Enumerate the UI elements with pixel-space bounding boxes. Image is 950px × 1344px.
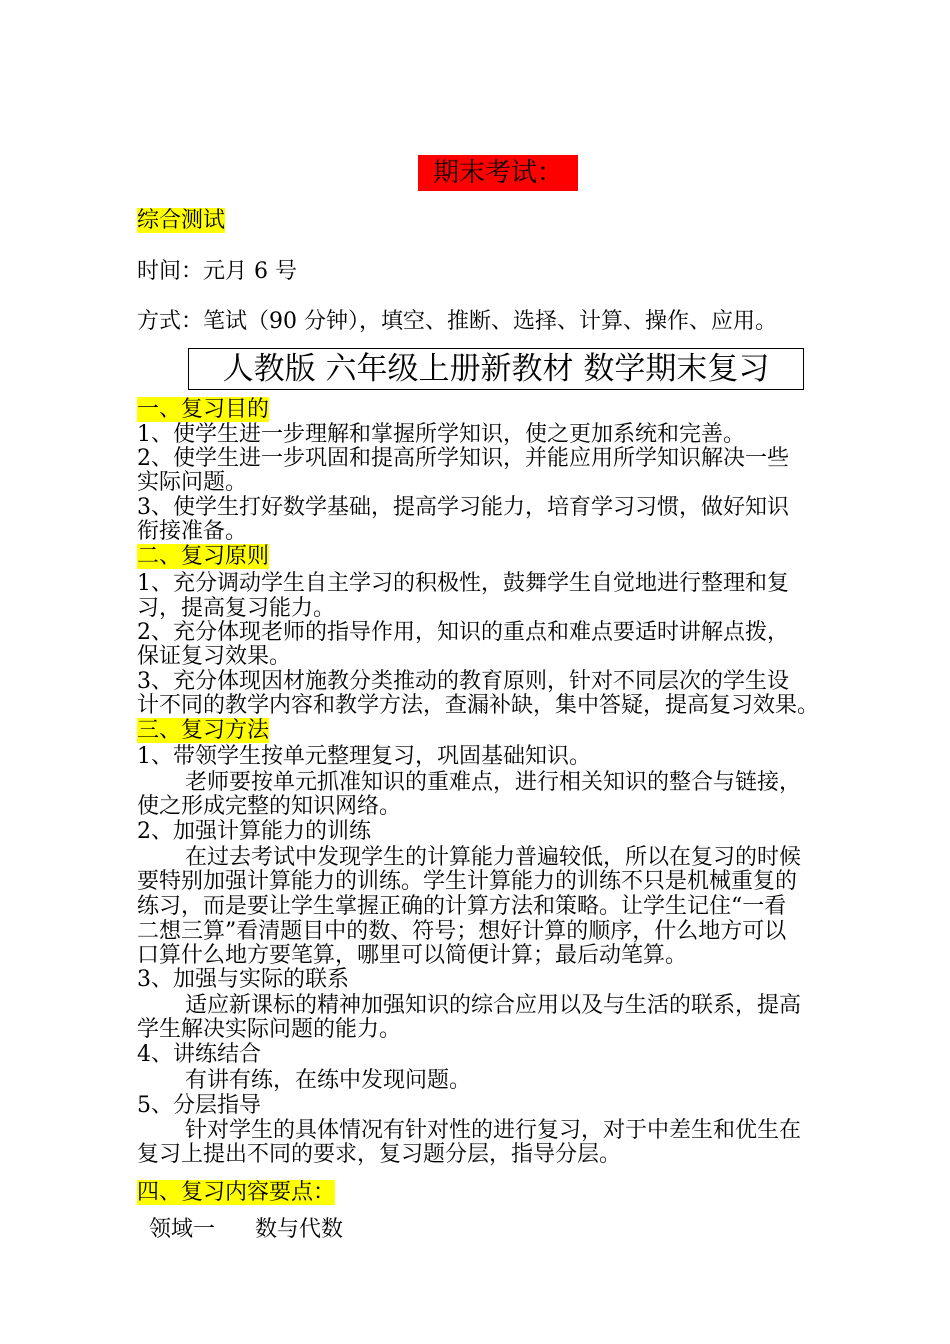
section-heading-text: 四、复习内容要点： [137, 1180, 336, 1205]
paragraph-line: 实际问题。 [137, 470, 248, 495]
paragraph-line: 2、加强计算能力的训练 [137, 819, 371, 844]
paragraph-line: 学生解决实际问题的能力。 [137, 1017, 402, 1042]
format-line: 方式：笔试（90 分钟），填空、推断、选择、计算、操作、应用。 [137, 309, 777, 334]
paragraph-line: 5、分层指导 [137, 1093, 261, 1118]
paragraph-line: 复习上提出不同的要求，复习题分层，指导分层。 [137, 1142, 622, 1167]
paragraph-line: 有讲有练，在练中发现问题。 [185, 1068, 472, 1093]
paragraph-line: 保证复习效果。 [137, 644, 292, 669]
domain-line [149, 1218, 343, 1242]
time-line: 时间：元月 6 号 [137, 259, 297, 284]
section-heading-content [137, 1181, 335, 1205]
test-name: 综合测试 [137, 208, 226, 233]
paragraph-line: 使之形成完整的知识网络。 [137, 794, 402, 819]
paragraph-line: 老师要按单元抓准知识的重难点，进行相关知识的整合与链接， [185, 770, 802, 795]
paragraph-line: 1、充分调动学生自主学习的积极性，鼓舞学生自觉地进行整理和复 [137, 571, 789, 596]
section-heading-goals [137, 398, 269, 422]
paragraph-line: 1、带领学生按单元整理复习，巩固基础知识。 [137, 744, 591, 769]
domain-label: 领域一 [149, 1217, 216, 1242]
paragraph-line: 计不同的教学内容和教学方法，查漏补缺，集中答疑，提高复习效果。 [137, 693, 820, 718]
paragraph-line: 衔接准备。 [137, 519, 248, 544]
section-heading-principles [137, 545, 269, 569]
section-heading-text: 三、复习方法 [137, 718, 270, 743]
paragraph-line: 2、使学生进一步巩固和提高所学知识，并能应用所学知识解决一些 [137, 446, 789, 471]
paragraph-line: 适应新课标的精神加强知识的综合应用以及与生活的联系，提高 [185, 993, 802, 1018]
paragraph-line: 习，提高复习能力。 [137, 596, 336, 621]
domain-name: 数与代数 [255, 1217, 344, 1242]
test-name-line [137, 209, 225, 233]
paragraph-line: 针对学生的具体情况有针对性的进行复习，对于中差生和优生在 [185, 1118, 802, 1143]
paragraph-line: 3、加强与实际的联系 [137, 967, 349, 992]
section-heading-text: 二、复习原则 [137, 544, 270, 569]
paragraph-line: 1、使学生进一步理解和掌握所学知识，使之更加系统和完善。 [137, 422, 745, 447]
paragraph-line: 二想三算”看清题目中的数、符号；想好计算的顺序，什么地方可以 [137, 919, 787, 944]
paragraph-line: 3、充分体现因材施教分类推动的教育原则，针对不同层次的学生设 [137, 669, 789, 694]
exam-title: 期末考试： [418, 155, 578, 191]
section-heading-methods [137, 719, 269, 743]
paragraph-line: 口算什么地方要笔算，哪里可以简便计算；最后动笔算。 [137, 943, 688, 968]
section-heading-text: 一、复习目的 [137, 397, 270, 422]
paragraph-line: 要特别加强计算能力的训练。学生计算能力的训练不只是机械重复的 [137, 869, 798, 894]
paragraph-line: 练习，而是要让学生掌握正确的计算方法和策略。让学生记住“一看 [137, 894, 787, 919]
paragraph-line: 4、讲练结合 [137, 1042, 261, 1067]
paragraph-line: 在过去考试中发现学生的计算能力普遍较低，所以在复习的时候 [185, 845, 802, 870]
paragraph-line: 2、充分体现老师的指导作用，知识的重点和难点要适时讲解点拨， [137, 620, 789, 645]
paragraph-line: 3、使学生打好数学基础，提高学习能力，培育学习习惯，做好知识 [137, 495, 789, 520]
main-title: 人教版 六年级上册新教材 数学期末复习 [188, 348, 804, 390]
